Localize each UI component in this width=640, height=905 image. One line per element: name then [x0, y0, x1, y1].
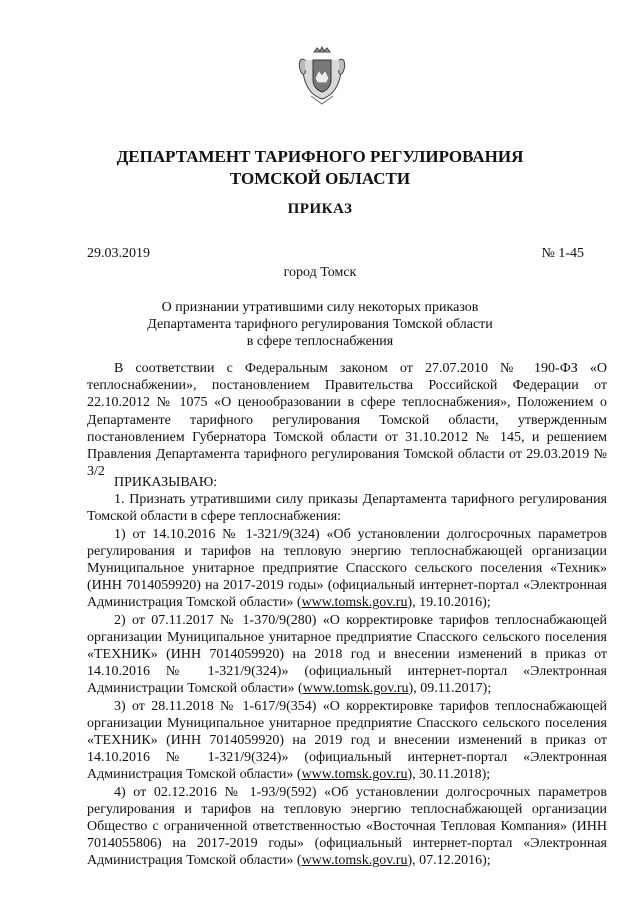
department-name	[0, 146, 640, 190]
department-line-1: ДЕПАРТАМЕНТ ТАРИФНОГО РЕГУЛИРОВАНИЯ	[116, 147, 524, 166]
tomsk-coat-of-arms-icon	[297, 46, 347, 106]
subitem-4	[87, 784, 607, 870]
document-type: ПРИКАЗ	[287, 201, 353, 217]
order-date: 29.03.2019	[87, 246, 150, 261]
portal-link[interactable]: www.tomsk.gov.ru	[301, 853, 408, 869]
city: город Томск	[283, 265, 357, 280]
subitem-1	[87, 526, 607, 612]
subject-line-2: Департамента тарифного регулирования Томской области	[147, 317, 493, 332]
subitem-tail: ), 30.11.2018);	[407, 767, 491, 783]
subitem-tail: ), 19.10.2016);	[407, 595, 491, 611]
subitem-text: 2) от 07.11.2017 № 1-370/9(280) «О корректировке тарифов теплоснабжающей организации Муниципальное унитарное предприятие Спасского сельского поселения «ТЕХНИК» (ИНН 7014059920) на 2018 год и внесении изменений в приказ от 14.10.2016 № 1-321/9(324)» (официальный интернет-портал «Электронная Администрации Томской области» (	[87, 612, 607, 697]
subitem-text: 4) от 02.12.2016 № 1-93/9(592) «Об установлении долгосрочных параметров регулирования и тарифов на тепловую энергию теплоснабжающей организации Общество с ограниченной ответственностью «Восточная Тепловая Компания» (ИНН 7014055806) на 2017-2019 годы» (официальный интернет-портал «Электронная Администрация Томской области» (	[87, 784, 607, 869]
order-subject	[0, 299, 640, 350]
portal-link[interactable]: www.tomsk.gov.ru	[301, 767, 408, 783]
subitem-tail: ), 07.12.2016);	[407, 853, 491, 869]
preamble-paragraph: В соответствии с Федеральным законом от 27.07.2010 № 190-ФЗ «О теплоснабжении», постановлением Правительства Российской Федерации от 22.10.2012 № 1075 «О ценообразовании в сфере теплоснабжения», Положением о Департаменте тарифного регулирования Томской области, утвержденным постановлением Губернатора Томской области от 31.10.2012 № 145, и решением Правления Департамента тарифного регулирования Томской области от 29.03.2019 № 3/2	[87, 361, 607, 480]
subitem-tail: ), 09.11.2017);	[408, 681, 492, 697]
subitem-3	[87, 698, 607, 784]
department-line-2: ТОМСКОЙ ОБЛАСТИ	[229, 169, 411, 188]
portal-link[interactable]: www.tomsk.gov.ru	[302, 681, 409, 697]
subitem-2	[87, 612, 607, 698]
item-1: 1. Признать утратившими силу приказы Департамента тарифного регулирования Томской области в сфере теплоснабжения:	[87, 492, 607, 525]
subitem-text: 1) от 14.10.2016 № 1-321/9(324) «Об установлении долгосрочных параметров регулирования и тарифов на тепловую энергию теплоснабжающей организации Муниципальное унитарное предприятие Спасского сельского поселения «Техник» (ИНН 7014059920) на 2017-2019 годы» (официальный интернет-портал «Электронная Администрация Томской области» (	[87, 526, 607, 611]
subitem-text: 3) от 28.11.2018 № 1-617/9(354) «О корректировке тарифов теплоснабжающей организации Муниципальное унитарное предприятие Спасского сельского поселения «ТЕХНИК» (ИНН 7014059920) на 2019 год и внесении изменений в приказ от 14.10.2016 № 1-321/9(324)» (официальный интернет-портал «Электронная Администрация Томской области» (	[87, 698, 607, 783]
portal-link[interactable]: www.tomsk.gov.ru	[301, 595, 408, 611]
order-number: № 1-45	[541, 246, 584, 261]
subject-line-1: О признании утратившими силу некоторых приказов	[161, 300, 479, 315]
preamble	[87, 360, 607, 480]
order-body	[87, 474, 607, 870]
subject-line-3: в сфере теплоснабжения	[246, 334, 394, 349]
order-word: ПРИКАЗЫВАЮ:	[114, 475, 218, 490]
